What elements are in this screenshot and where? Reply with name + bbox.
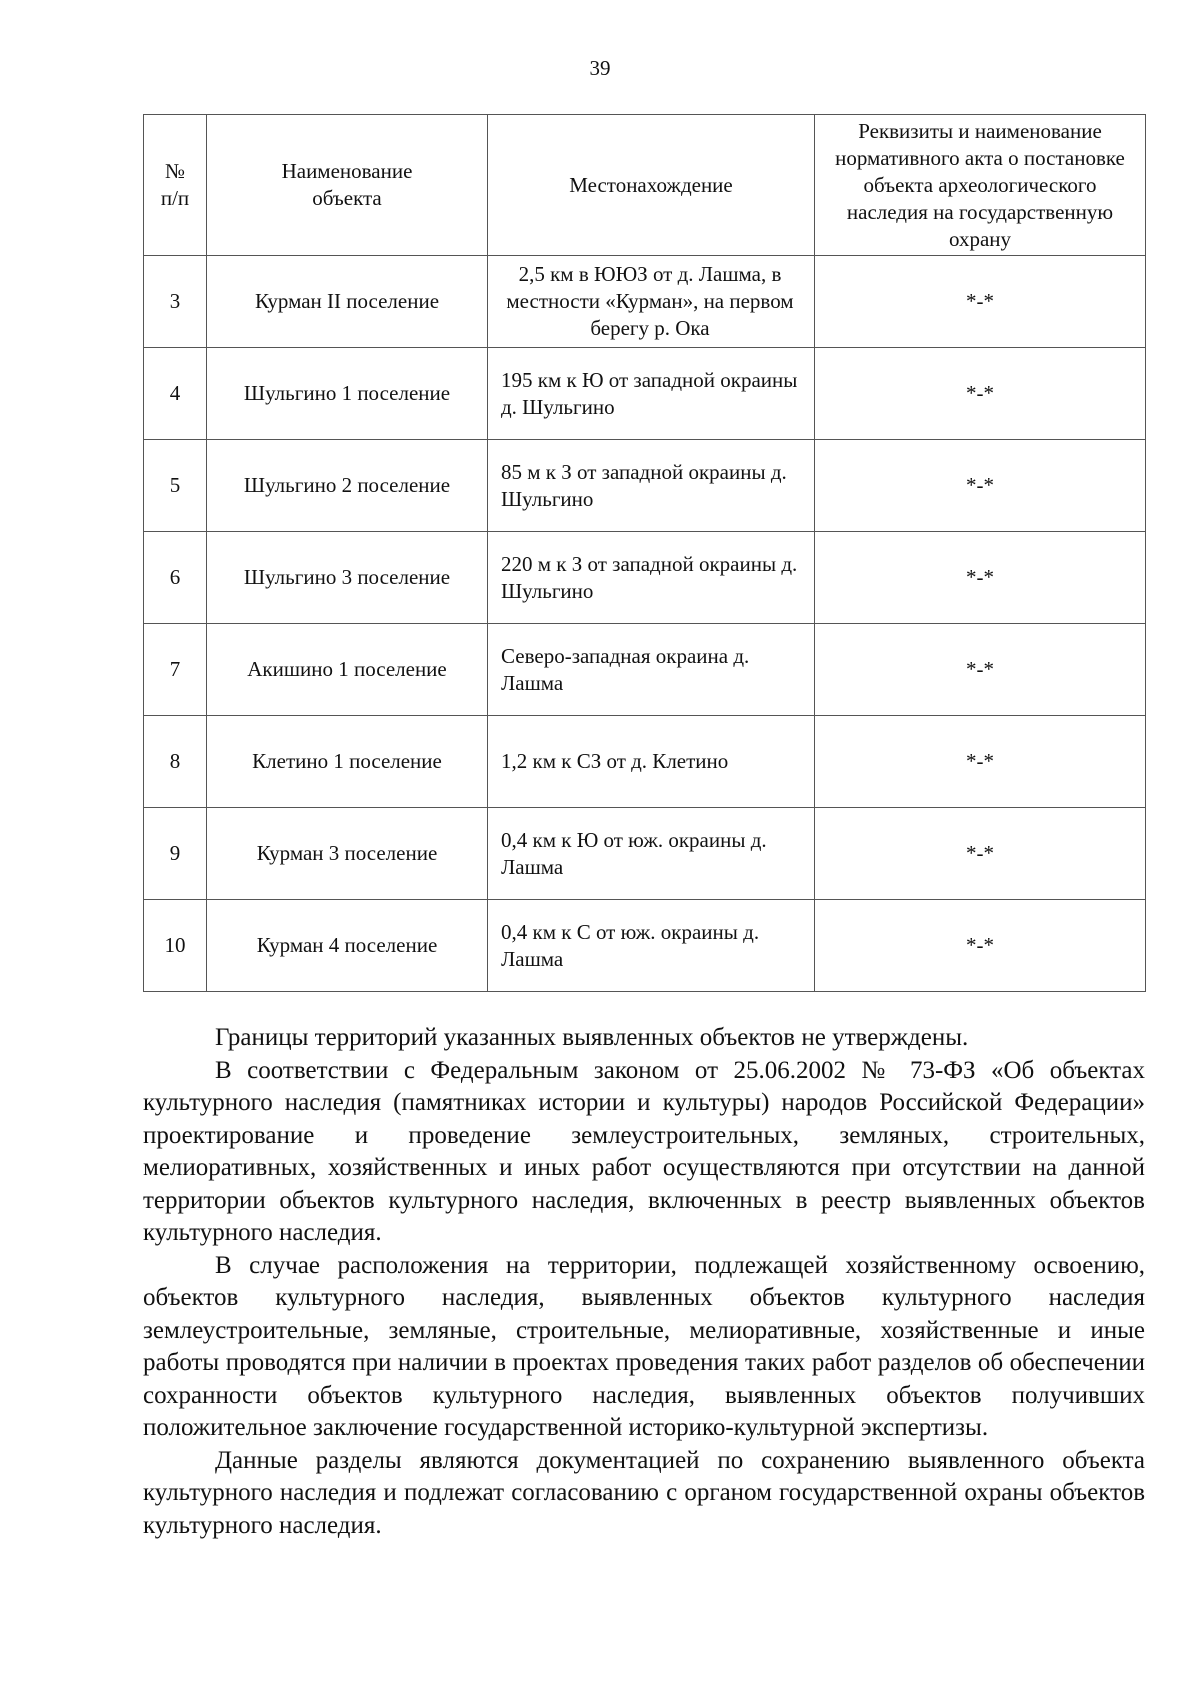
row-number: 4 — [144, 348, 207, 440]
row-number: 10 — [144, 900, 207, 992]
header-requisites: Реквизиты и наименование нормативного акта о постановке объекта археологического наследия на государственную охрану — [815, 115, 1146, 256]
table-row — [144, 256, 1146, 348]
header-location: Местонахождение — [488, 115, 815, 256]
row-requisites: *-* — [815, 348, 1146, 440]
row-location: 220 м к З от западной окраины д. Шульгино — [488, 532, 815, 624]
heritage-objects-table — [143, 114, 1146, 992]
row-number: 6 — [144, 532, 207, 624]
table-row — [144, 532, 1146, 624]
row-requisites: *-* — [815, 808, 1146, 900]
row-name: Акишино 1 поселение — [207, 624, 488, 716]
paragraph-federal-law: В соответствии с Федеральным законом от 25.06.2002 № 73-ФЗ «Об объектах культурного наследия (памятниках истории и культуры) народов Российской Федерации» проектирование и проведение землеустроительных, земляных, строительных, мелиоративных, хозяйственных и иных работ осуществляются при отсутствии на данной территории объектов культурного наследия, включенных в реестр выявленных объектов культурного наследия. — [143, 1056, 1145, 1246]
row-name: Курман 4 поселение — [207, 900, 488, 992]
page-number: 39 — [589, 56, 611, 80]
row-location: 85 м к З от западной окраины д. Шульгино — [488, 440, 815, 532]
row-location: 0,4 км к С от юж. окраины д. Лашма — [488, 900, 815, 992]
header-number: № п/п — [144, 115, 207, 256]
row-requisites: *-* — [815, 440, 1146, 532]
row-location: 1,2 км к СЗ от д. Клетино — [488, 716, 815, 808]
paragraph-approval: Данные разделы являются документацией по сохранению выявленного объекта культурного наследия и подлежат согласованию с органом государственной охраны объектов культурного наследия. — [143, 1446, 1145, 1539]
paragraph-works-conditions: В случае расположения на территории, подлежащей хозяйственному освоению, объектов культурного наследия, выявленных объектов культурного наследия землеустроительные, земляные, строительные, мелиоративные, хозяйственные и иные работы проводятся при наличии в проектах проведения таких работ разделов об обеспечении сохранности объектов культурного наследия, выявленных объектов получивших положительное заключение государственной историко-культурной экспертизы. — [143, 1251, 1145, 1441]
row-name: Клетино 1 поселение — [207, 716, 488, 808]
table-row — [144, 716, 1146, 808]
header-name: Наименование объекта — [207, 115, 488, 256]
table-row — [144, 900, 1146, 992]
table-row — [144, 808, 1146, 900]
row-name: Курман 3 поселение — [207, 808, 488, 900]
row-number: 9 — [144, 808, 207, 900]
row-number: 3 — [144, 256, 207, 348]
row-requisites: *-* — [815, 532, 1146, 624]
row-location: 0,4 км к Ю от юж. окраины д. Лашма — [488, 808, 815, 900]
table-row — [144, 348, 1146, 440]
row-number: 8 — [144, 716, 207, 808]
row-location: 2,5 км в ЮЮЗ от д. Лашма, в местности «Курман», на первом берегу р. Ока — [488, 256, 815, 348]
row-requisites: *-* — [815, 716, 1146, 808]
table-header-row — [144, 115, 1146, 256]
row-requisites: *-* — [815, 900, 1146, 992]
row-name: Шульгино 2 поселение — [207, 440, 488, 532]
row-name: Курман II поселение — [207, 256, 488, 348]
row-location: 195 км к Ю от западной окраины д. Шульгино — [488, 348, 815, 440]
row-requisites: *-* — [815, 256, 1146, 348]
table-row — [144, 624, 1146, 716]
row-name: Шульгино 3 поселение — [207, 532, 488, 624]
table-row — [144, 440, 1146, 532]
paragraph-boundaries: Границы территорий указанных выявленных объектов не утверждены. — [215, 1024, 969, 1051]
row-requisites: *-* — [815, 624, 1146, 716]
row-number: 5 — [144, 440, 207, 532]
row-number: 7 — [144, 624, 207, 716]
row-name: Шульгино 1 поселение — [207, 348, 488, 440]
row-location: Северо-западная окраина д. Лашма — [488, 624, 815, 716]
body-text — [143, 1022, 1145, 1542]
